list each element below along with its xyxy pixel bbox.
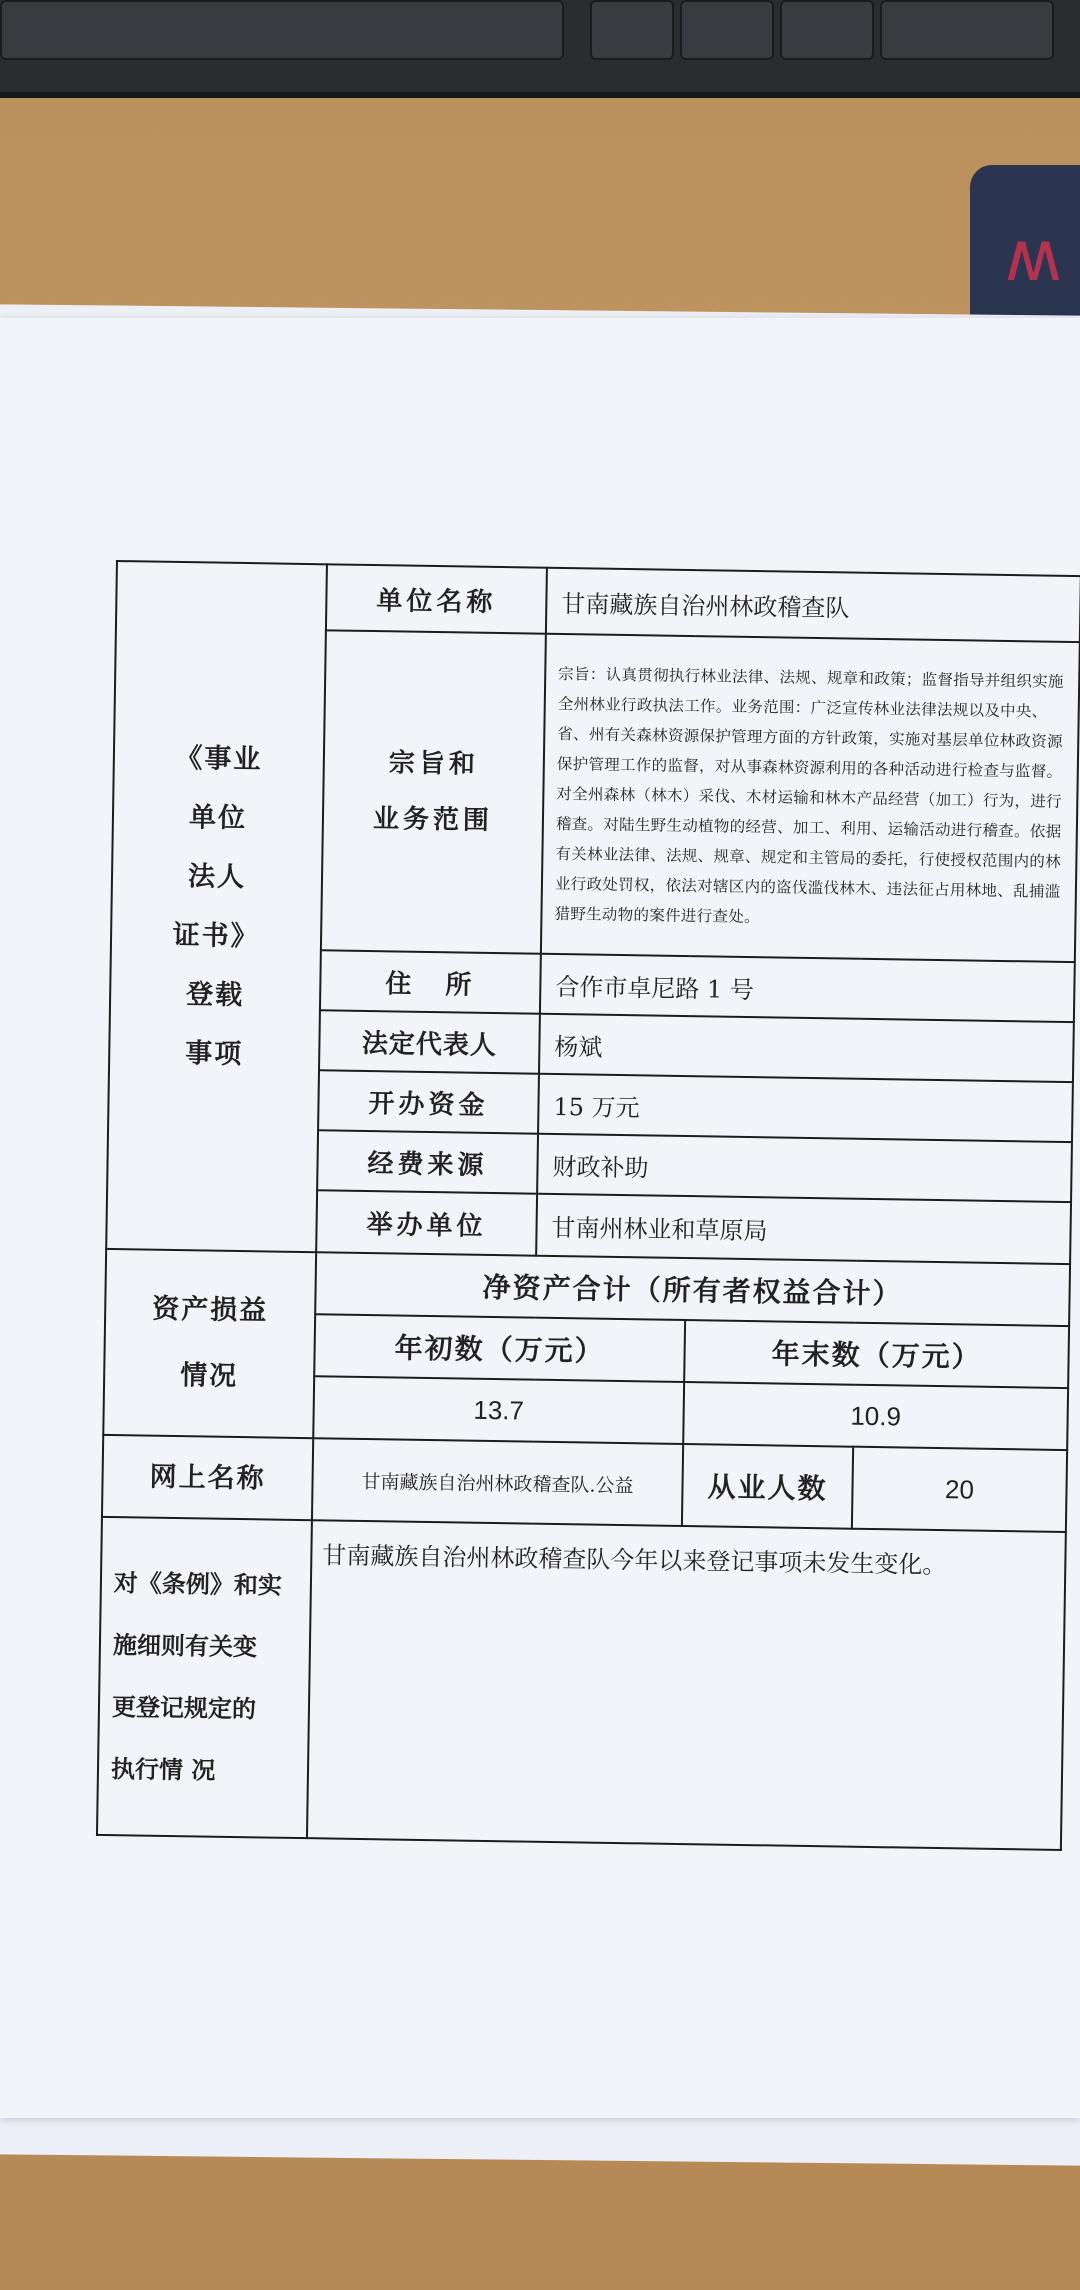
unit-name-value: 甘南藏族自治州林政稽查队: [546, 568, 1080, 642]
end-year-value: 10.9: [683, 1382, 1068, 1450]
net-assets-header: 净资产合计（所有者权益合计）: [315, 1252, 1070, 1326]
online-name-label: 网上名称: [102, 1435, 313, 1520]
legal-rep-value: 杨斌: [539, 1014, 1074, 1082]
form-table: [96, 560, 1080, 1851]
registration-form: [96, 560, 1080, 1880]
staff-count-label: 从业人数: [682, 1444, 853, 1529]
keyboard: [0, 0, 1080, 98]
sponsor-label: 举办单位: [316, 1190, 537, 1255]
sponsor-value: 甘南州林业和草原局: [536, 1194, 1071, 1264]
scope-label: 宗旨和 业务范围: [321, 630, 546, 953]
phone-corner: ʍ: [970, 165, 1080, 335]
staff-count-value: 20: [852, 1447, 1067, 1532]
address-value: 合作市卓尼路 1 号: [540, 954, 1075, 1022]
legal-rep-label: 法定代表人: [319, 1010, 540, 1073]
begin-year-label: 年初数（万元）: [314, 1314, 685, 1382]
end-year-label: 年末数（万元）: [684, 1320, 1069, 1388]
capital-value: 15 万元: [538, 1074, 1073, 1142]
online-name-value: 甘南藏族自治州林政稽查队.公益: [312, 1438, 683, 1526]
funding-value: 财政补助: [537, 1134, 1072, 1202]
funding-label: 经费来源: [317, 1130, 538, 1193]
unit-name-label: 单位名称: [326, 564, 547, 633]
capital-label: 开办资金: [318, 1070, 539, 1133]
execution-value: 甘南藏族自治州林政稽查队今年以来登记事项未发生变化。: [307, 1520, 1066, 1850]
assets-section-title: 资产损益 情况: [103, 1249, 316, 1438]
scope-value: 宗旨：认真贯彻执行林业法律、法规、规章和政策；监督指导并组织实施全州林业行政执法工作。业务范围：广泛宣传林业法律法规以及中央、省、州有关森林资源保护管理方面的方针政策，实施对基层单位林政资源保护管理工作的监督，对从事森林资源利用的各种活动进行检查与监督。对全州森林（林木）采伐、木材运输和林木产品经营（加工）行为，进行稽查。对陆生野生动植物的经营、加工、利用、运输活动进行稽查。依据有关林业法律、法规、规章、规定和主管局的委托，行使授权范围内的林业行政处罚权，依法对辖区内的盗伐滥伐林木、违法征占用林地、乱捕滥猎野生动物的案件进行查处。: [541, 634, 1080, 962]
certificate-section-title: 《事业 单位 法人 证书》 登载 事项: [106, 561, 327, 1252]
begin-year-value: 13.7: [313, 1376, 684, 1444]
execution-label: 对《条例》和实 施细则有关变 更登记规定的 执行情 况: [97, 1517, 312, 1838]
address-label: 住 所: [320, 950, 541, 1013]
